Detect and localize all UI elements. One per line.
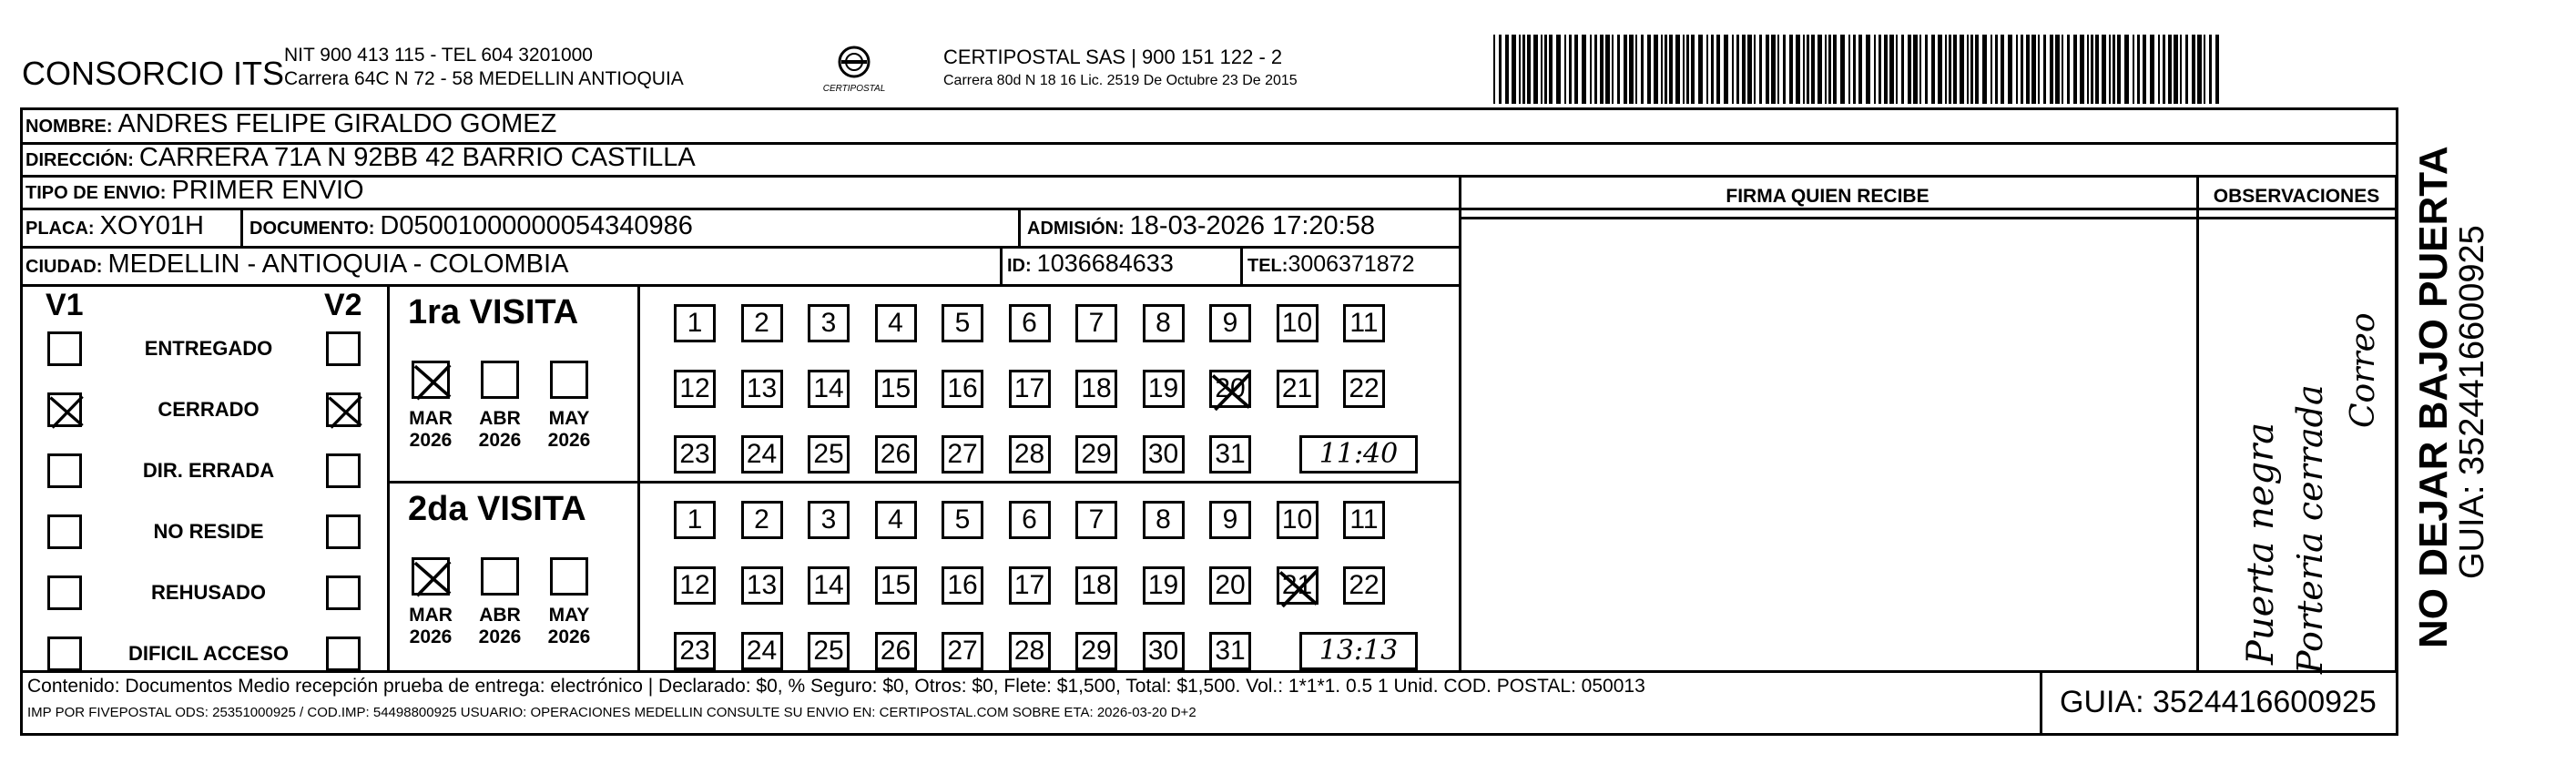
observation-handwriting-3: Correo bbox=[2345, 312, 2382, 428]
barcode-bar bbox=[1960, 35, 1964, 104]
observation-handwriting-1: Puerta negra bbox=[2240, 422, 2282, 665]
day-box[interactable]: 3 bbox=[808, 501, 850, 539]
day-box[interactable]: 30 bbox=[1143, 435, 1185, 474]
day-box[interactable]: 13 bbox=[741, 566, 783, 605]
admission-row bbox=[1027, 211, 1375, 241]
status-label: DIFICIL ACCESO bbox=[127, 642, 289, 665]
barcode-bar bbox=[1574, 35, 1578, 104]
barcode-bar bbox=[1889, 35, 1894, 104]
barcode-bar bbox=[2038, 35, 2040, 104]
barcode-bar bbox=[1848, 35, 1850, 104]
day-box[interactable]: 8 bbox=[1143, 501, 1185, 539]
day-box[interactable]: 12 bbox=[674, 566, 716, 605]
barcode-bar bbox=[1803, 35, 1805, 104]
barcode-bar bbox=[1499, 35, 1502, 104]
tel-row bbox=[1247, 251, 1414, 278]
rule bbox=[20, 175, 2398, 178]
barcode-bar bbox=[2050, 35, 2053, 104]
barcode-bar bbox=[1698, 35, 1703, 104]
barcode-bar bbox=[2117, 35, 2121, 104]
barcode-bar bbox=[1938, 35, 1942, 104]
day-box[interactable]: 11 bbox=[1343, 501, 1385, 539]
v1-checkbox[interactable] bbox=[47, 392, 82, 427]
barcode bbox=[1493, 35, 2222, 104]
day-box[interactable]: 22 bbox=[1343, 370, 1385, 408]
day-box[interactable]: 25 bbox=[808, 435, 850, 474]
barcode-bar bbox=[1967, 35, 1969, 104]
month-checkbox[interactable] bbox=[481, 361, 519, 399]
barcode-bar bbox=[2001, 35, 2004, 104]
barcode-bar bbox=[2137, 35, 2140, 104]
logo-text: CERTIPOSTAL bbox=[822, 84, 886, 94]
barcode-bar bbox=[2091, 35, 2093, 104]
barcode-bar bbox=[1556, 35, 1561, 104]
courier-license: Carrera 80d N 18 16 Lic. 2519 De Octubre 23 De 2015 bbox=[943, 73, 1298, 88]
day-box[interactable]: 14 bbox=[808, 566, 850, 605]
barcode-bar bbox=[1564, 35, 1566, 104]
month-checkbox[interactable] bbox=[550, 557, 588, 596]
barcode-bar bbox=[1541, 35, 1543, 104]
barcode-bar bbox=[1975, 35, 1979, 104]
barcode-bar bbox=[2113, 35, 2115, 104]
day-box[interactable]: 2 bbox=[741, 501, 783, 539]
day-box[interactable]: 12 bbox=[674, 370, 716, 408]
v2-checkbox[interactable] bbox=[326, 331, 361, 366]
barcode-bar bbox=[2209, 35, 2212, 104]
barcode-bar bbox=[2185, 35, 2188, 104]
barcode-bar bbox=[1505, 35, 1509, 104]
barcode-bar bbox=[1590, 35, 1592, 104]
barcode-bar bbox=[1931, 35, 1935, 104]
plate-row bbox=[25, 211, 204, 241]
barcode-bar bbox=[1896, 35, 1898, 104]
barcode-bar bbox=[2192, 35, 2195, 104]
day-box[interactable]: 21 bbox=[1277, 566, 1319, 605]
v2-checkbox[interactable] bbox=[326, 575, 361, 610]
rule bbox=[20, 284, 1459, 287]
barcode-bar bbox=[1582, 35, 1586, 104]
barcode-bar bbox=[2143, 35, 2146, 104]
barcode-bar bbox=[1665, 35, 1667, 104]
tel-label: TEL: bbox=[1247, 256, 1288, 276]
barcode-bar bbox=[2062, 35, 2063, 104]
barcode-bar bbox=[1901, 35, 1904, 104]
barcode-bar bbox=[1777, 35, 1779, 104]
barcode-bar bbox=[2026, 35, 2030, 104]
address-label: DIRECCIÓN: bbox=[25, 150, 134, 170]
recipient-address: CARRERA 71A N 92BB 42 BARRIO CASTILLA bbox=[138, 143, 696, 172]
rule bbox=[20, 208, 2398, 210]
barcode-bar bbox=[1840, 35, 1845, 104]
rule bbox=[20, 246, 1459, 249]
barcode-bar bbox=[1825, 35, 1827, 104]
rule bbox=[387, 481, 1459, 484]
observation-handwriting-2: Porteria cerrada bbox=[2290, 384, 2330, 674]
barcode-bar bbox=[2073, 35, 2077, 104]
admission-value: 18-03-2026 17:20:58 bbox=[1129, 211, 1375, 240]
day-box[interactable]: 21 bbox=[1277, 370, 1319, 408]
barcode-bar bbox=[2095, 35, 2099, 104]
barcode-bar bbox=[2055, 35, 2060, 104]
barcode-bar bbox=[1817, 35, 1822, 104]
name-row bbox=[25, 109, 556, 139]
status-label: NO RESIDE bbox=[153, 520, 264, 543]
month-checkbox[interactable] bbox=[412, 361, 450, 399]
barcode-bar bbox=[2043, 35, 2046, 104]
day-box[interactable]: 13 bbox=[741, 370, 783, 408]
day-box[interactable]: 29 bbox=[1075, 632, 1117, 670]
certipostal-logo bbox=[818, 36, 891, 109]
barcode-bar bbox=[1866, 35, 1870, 104]
barcode-bar bbox=[1527, 35, 1531, 104]
day-box[interactable]: 28 bbox=[1009, 632, 1051, 670]
barcode-bar bbox=[1569, 35, 1572, 104]
barcode-bar bbox=[1953, 35, 1957, 104]
day-box[interactable]: 26 bbox=[875, 435, 917, 474]
day-box[interactable]: 25 bbox=[808, 632, 850, 670]
admission-label: ADMISIÓN: bbox=[1027, 219, 1125, 239]
day-box[interactable]: 1 bbox=[674, 501, 716, 539]
day-box[interactable]: 9 bbox=[1209, 501, 1251, 539]
month-label: MAR 2026 bbox=[409, 605, 453, 647]
barcode-bar bbox=[1970, 35, 1973, 104]
barcode-bar bbox=[1706, 35, 1708, 104]
v2-checkbox[interactable] bbox=[326, 514, 361, 549]
rule bbox=[1459, 175, 1461, 670]
day-box[interactable]: 31 bbox=[1209, 435, 1251, 474]
courier-details bbox=[943, 46, 1298, 93]
document-row bbox=[249, 211, 693, 241]
barcode-bar bbox=[2197, 35, 2202, 104]
barcode-bar bbox=[2215, 35, 2219, 104]
month-checkbox[interactable] bbox=[550, 361, 588, 399]
rule bbox=[637, 284, 640, 670]
tel-value: 3006371872 bbox=[1288, 251, 1415, 277]
barcode-bar bbox=[1807, 35, 1809, 104]
day-box[interactable]: 17 bbox=[1009, 370, 1051, 408]
barcode-bar bbox=[2124, 35, 2129, 104]
observations-heading: OBSERVACIONES bbox=[2213, 186, 2380, 207]
city-row bbox=[25, 250, 568, 280]
month-label: MAY 2026 bbox=[547, 408, 591, 451]
rule bbox=[2395, 175, 2398, 670]
barcode-bar bbox=[1736, 35, 1739, 104]
day-box[interactable]: 5 bbox=[942, 304, 983, 342]
barcode-bar bbox=[2180, 35, 2182, 104]
day-box[interactable]: 17 bbox=[1009, 566, 1051, 605]
barcode-bar bbox=[1612, 35, 1614, 104]
day-box[interactable]: 7 bbox=[1075, 304, 1117, 342]
plate-label: PLACA: bbox=[25, 219, 95, 239]
day-box[interactable]: 6 bbox=[1009, 304, 1051, 342]
document-value: D05001000000054340986 bbox=[380, 211, 693, 240]
day-box[interactable]: 4 bbox=[875, 304, 917, 342]
rule bbox=[2040, 670, 2042, 736]
barcode-bar bbox=[1833, 35, 1837, 104]
check-mark-icon bbox=[1276, 565, 1321, 611]
city-label: CIUDAD: bbox=[25, 257, 103, 277]
day-box[interactable]: 15 bbox=[875, 566, 917, 605]
barcode-bar bbox=[1789, 35, 1793, 104]
day-box[interactable]: 20 bbox=[1209, 566, 1251, 605]
footer-imp: IMP POR FIVEPOSTAL ODS: 25351000925 / COD.IMP: 54498800925 USUARIO: OPERACIONES MEDELLIN CONSULTE SU ENVIO EN: CERTIPOSTAL.COM SOBRE ETA: 2026-03-20 D+2 bbox=[27, 705, 1196, 720]
barcode-bar bbox=[1853, 35, 1856, 104]
barcode-bar bbox=[1828, 35, 1831, 104]
check-mark-icon bbox=[411, 556, 454, 600]
day-box[interactable]: 10 bbox=[1277, 501, 1319, 539]
barcode-bar bbox=[1635, 35, 1637, 104]
v1-checkbox[interactable] bbox=[47, 453, 82, 488]
barcode-bar bbox=[1661, 35, 1663, 104]
barcode-bar bbox=[1754, 35, 1756, 104]
shipping-type-row bbox=[25, 176, 364, 206]
day-box[interactable]: 24 bbox=[741, 632, 783, 670]
barcode-bar bbox=[1949, 35, 1951, 104]
v1-checkbox[interactable] bbox=[47, 637, 82, 671]
visit-title: 1ra VISITA bbox=[408, 293, 579, 331]
rule bbox=[1018, 208, 1021, 246]
day-box[interactable]: 9 bbox=[1209, 304, 1251, 342]
signature-heading: FIRMA QUIEN RECIBE bbox=[1726, 186, 1929, 207]
address-row bbox=[25, 143, 696, 173]
id-value: 1036684633 bbox=[1036, 250, 1174, 277]
day-box[interactable]: 19 bbox=[1143, 566, 1185, 605]
day-box[interactable]: 23 bbox=[674, 435, 716, 474]
name-label: NOMBRE: bbox=[25, 117, 113, 137]
barcode-bar bbox=[1884, 35, 1888, 104]
barcode-bar bbox=[1522, 35, 1525, 104]
rule bbox=[387, 284, 390, 670]
day-box[interactable]: 15 bbox=[875, 370, 917, 408]
company-address: Carrera 64C N 72 - 58 MEDELLIN ANTIOQUIA bbox=[284, 68, 684, 89]
side-guia: GUIA: 3524416600925 bbox=[2453, 225, 2491, 579]
month-label: MAR 2026 bbox=[409, 408, 453, 451]
barcode-bar bbox=[1766, 35, 1769, 104]
barcode-bar bbox=[2067, 35, 2070, 104]
plate-value: XOY01H bbox=[99, 211, 204, 240]
barcode-bar bbox=[2158, 35, 2160, 104]
barcode-bar bbox=[2168, 35, 2172, 104]
barcode-bar bbox=[2174, 35, 2178, 104]
day-box[interactable]: 1 bbox=[674, 304, 716, 342]
barcode-bar bbox=[1919, 35, 1921, 104]
day-box[interactable]: 27 bbox=[942, 632, 983, 670]
barcode-bar bbox=[1995, 35, 1998, 104]
day-box[interactable]: 2 bbox=[741, 304, 783, 342]
status-label: REHUSADO bbox=[151, 581, 266, 604]
day-box[interactable]: 22 bbox=[1343, 566, 1385, 605]
barcode-bar bbox=[1629, 35, 1634, 104]
barcode-bar bbox=[2016, 35, 2018, 104]
day-box[interactable]: 26 bbox=[875, 632, 917, 670]
barcode-bar bbox=[1783, 35, 1786, 104]
month-label: ABR 2026 bbox=[478, 605, 522, 647]
check-mark-icon bbox=[46, 392, 87, 432]
barcode-bar bbox=[1811, 35, 1815, 104]
barcode-bar bbox=[2102, 35, 2106, 104]
barcode-bar bbox=[1605, 35, 1610, 104]
barcode-bar bbox=[1617, 35, 1620, 104]
barcode-bar bbox=[1716, 35, 1720, 104]
id-row bbox=[1007, 250, 1174, 278]
barcode-bar bbox=[1913, 35, 1918, 104]
city-value: MEDELLIN - ANTIOQUIA - COLOMBIA bbox=[107, 250, 569, 279]
barcode-bar bbox=[2133, 35, 2134, 104]
day-box[interactable]: 6 bbox=[1009, 501, 1051, 539]
day-box[interactable]: 24 bbox=[741, 435, 783, 474]
barcode-bar bbox=[1759, 35, 1762, 104]
month-label: MAY 2026 bbox=[547, 605, 591, 647]
check-mark-icon bbox=[1208, 369, 1254, 414]
barcode-bar bbox=[2163, 35, 2165, 104]
barcode-bar bbox=[2031, 35, 2036, 104]
status-label: DIR. ERRADA bbox=[142, 459, 275, 482]
day-box[interactable]: 16 bbox=[942, 370, 983, 408]
barcode-bar bbox=[1512, 35, 1516, 104]
barcode-bar bbox=[1594, 35, 1597, 104]
barcode-bar bbox=[1711, 35, 1714, 104]
day-box[interactable]: 7 bbox=[1075, 501, 1117, 539]
barcode-bar bbox=[1925, 35, 1928, 104]
barcode-bar bbox=[2021, 35, 2023, 104]
shipping-type: PRIMER ENVIO bbox=[171, 176, 364, 205]
day-box[interactable]: 4 bbox=[875, 501, 917, 539]
day-box[interactable]: 30 bbox=[1143, 632, 1185, 670]
recipient-name: ANDRES FELIPE GIRALDO GOMEZ bbox=[117, 109, 557, 138]
check-mark-icon bbox=[411, 360, 454, 403]
rule bbox=[1000, 246, 1003, 284]
barcode-bar bbox=[2080, 35, 2084, 104]
day-box[interactable]: 31 bbox=[1209, 632, 1251, 670]
barcode-bar bbox=[1600, 35, 1604, 104]
barcode-bar bbox=[1544, 35, 1547, 104]
v1-heading: V1 bbox=[46, 288, 84, 322]
barcode-bar bbox=[1549, 35, 1553, 104]
day-box[interactable]: 3 bbox=[808, 304, 850, 342]
company-details bbox=[284, 44, 684, 91]
barcode-bar bbox=[2109, 35, 2111, 104]
day-box[interactable]: 19 bbox=[1143, 370, 1185, 408]
footer-guia: GUIA: 3524416600925 bbox=[2060, 685, 2377, 719]
barcode-bar bbox=[1796, 35, 1800, 104]
id-label: ID: bbox=[1007, 256, 1032, 276]
barcode-bar bbox=[1858, 35, 1862, 104]
day-box[interactable]: 23 bbox=[674, 632, 716, 670]
barcode-bar bbox=[1742, 35, 1746, 104]
day-box[interactable]: 11 bbox=[1343, 304, 1385, 342]
rule bbox=[1240, 246, 1243, 284]
v2-checkbox[interactable] bbox=[326, 392, 361, 427]
barcode-bar bbox=[1732, 35, 1734, 104]
barcode-bar bbox=[2150, 35, 2154, 104]
day-box[interactable]: 27 bbox=[942, 435, 983, 474]
barcode-bar bbox=[2087, 35, 2089, 104]
day-box[interactable]: 20 bbox=[1209, 370, 1251, 408]
footer-content: Contenido: Documentos Medio recepción prueba de entrega: electrónico | Declarado: $0, % Seguro: $0, Otros: $0, Flete: $1,500, Total: $1,500. Vol.: 1*1*1. 0.5 1 Unid. COD. POSTAL: 050013 bbox=[27, 676, 1645, 697]
v2-checkbox[interactable] bbox=[326, 637, 361, 671]
barcode-bar bbox=[2008, 35, 2012, 104]
v1-checkbox[interactable] bbox=[47, 575, 82, 610]
company-nit-tel: NIT 900 413 115 - TEL 604 3201000 bbox=[284, 45, 593, 66]
barcode-bar bbox=[1647, 35, 1651, 104]
rule bbox=[2196, 175, 2199, 670]
day-box[interactable]: 5 bbox=[942, 501, 983, 539]
barcode-bar bbox=[1724, 35, 1728, 104]
barcode-bar bbox=[1675, 35, 1680, 104]
barcode-bar bbox=[1874, 35, 1876, 104]
check-mark-icon bbox=[325, 392, 365, 432]
v2-heading: V2 bbox=[324, 288, 362, 322]
day-box[interactable]: 18 bbox=[1075, 566, 1117, 605]
barcode-bar bbox=[1908, 35, 1911, 104]
barcode-bar bbox=[1747, 35, 1752, 104]
day-box[interactable]: 16 bbox=[942, 566, 983, 605]
barcode-bar bbox=[1654, 35, 1658, 104]
barcode-bar bbox=[1686, 35, 1689, 104]
rule bbox=[240, 208, 243, 246]
day-box[interactable]: 29 bbox=[1075, 435, 1117, 474]
barcode-bar bbox=[1683, 35, 1685, 104]
company-name: CONSORCIO ITS bbox=[22, 55, 285, 92]
shipping-type-label: TIPO DE ENVIO: bbox=[25, 183, 167, 203]
visit-title: 2da VISITA bbox=[408, 490, 586, 528]
day-box[interactable]: 18 bbox=[1075, 370, 1117, 408]
barcode-bar bbox=[1879, 35, 1881, 104]
barcode-bar bbox=[1624, 35, 1627, 104]
barcode-bar bbox=[1519, 35, 1521, 104]
day-box[interactable]: 14 bbox=[808, 370, 850, 408]
barcode-bar bbox=[1493, 35, 1495, 104]
v1-checkbox[interactable] bbox=[47, 514, 82, 549]
visit-time: 13:13 bbox=[1299, 632, 1418, 670]
barcode-bar bbox=[1982, 35, 1987, 104]
visit-time: 11:40 bbox=[1299, 435, 1418, 474]
month-label: ABR 2026 bbox=[478, 408, 522, 451]
day-box[interactable]: 8 bbox=[1143, 304, 1185, 342]
side-warning: NO DEJAR BAJO PUERTA bbox=[2411, 146, 2456, 648]
barcode-bar bbox=[2204, 35, 2205, 104]
courier-name: CERTIPOSTAL SAS | 900 151 122 - 2 bbox=[943, 46, 1283, 68]
barcode-bar bbox=[1991, 35, 1992, 104]
status-label: CERRADO bbox=[158, 398, 260, 421]
month-checkbox[interactable] bbox=[481, 557, 519, 596]
v1-checkbox[interactable] bbox=[47, 331, 82, 366]
barcode-bar bbox=[1533, 35, 1538, 104]
rule bbox=[1459, 217, 2398, 219]
document-label: DOCUMENTO: bbox=[249, 219, 375, 239]
barcode-bar bbox=[1771, 35, 1776, 104]
status-label: ENTREGADO bbox=[144, 337, 273, 360]
barcode-bar bbox=[1691, 35, 1695, 104]
barcode-bar bbox=[1669, 35, 1673, 104]
barcode-bar bbox=[1945, 35, 1947, 104]
month-checkbox[interactable] bbox=[412, 557, 450, 596]
day-box[interactable]: 10 bbox=[1277, 304, 1319, 342]
barcode-bar bbox=[1641, 35, 1644, 104]
day-box[interactable]: 28 bbox=[1009, 435, 1051, 474]
v2-checkbox[interactable] bbox=[326, 453, 361, 488]
